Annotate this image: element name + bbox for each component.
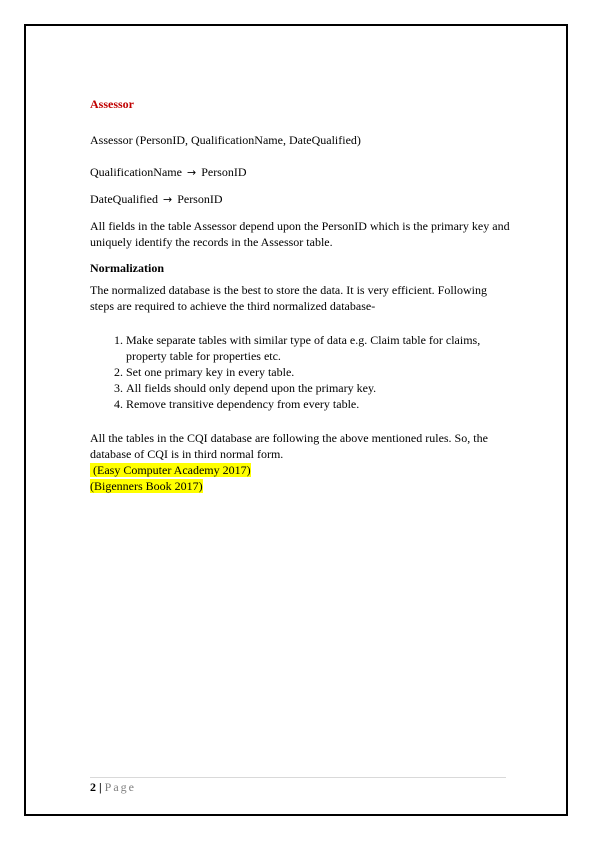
page-number: 2: [90, 780, 96, 794]
right-arrow-icon: →: [162, 193, 173, 206]
right-arrow-icon: →: [186, 166, 197, 179]
schema-line: Assessor (PersonID, QualificationName, DateQualified): [90, 133, 361, 147]
citation-text: (Easy Computer Academy 2017): [90, 463, 251, 477]
list-item: 1. Make separate tables with similar type of data e.g. Claim table for claims, property table for properties etc.: [126, 332, 510, 364]
footer-separator: |: [99, 780, 102, 794]
dependency-line-1: [90, 164, 510, 181]
citation-1: [90, 462, 510, 478]
citation-text: (Bigenners Book 2017): [90, 479, 203, 493]
dependency-paragraph: All fields in the table Assessor depend upon the PersonID which is the primary key and uniquely identify the records in the Assessor table.: [90, 219, 510, 249]
page-label: Page: [104, 780, 136, 794]
normalization-paragraph: The normalized database is the best to store the data. It is very efficient. Following steps are required to achieve the third normalized database-: [90, 283, 487, 313]
dependency-line-2: [90, 191, 510, 208]
dependency-left: DateQualified: [90, 192, 158, 206]
dependency-right: PersonID: [201, 165, 247, 179]
page-footer: [90, 780, 136, 794]
list-item: 2. Set one primary key in every table.: [126, 364, 510, 380]
normalization-steps-list: [90, 332, 510, 412]
citation-2: [90, 478, 510, 494]
list-item: 3. All fields should only depend upon the primary key.: [126, 380, 510, 396]
list-item: 4. Remove transitive dependency from every table.: [126, 396, 510, 412]
section-heading-assessor: Assessor: [90, 97, 134, 111]
conclusion-paragraph: All the tables in the CQI database are following the above mentioned rules. So, the database of CQI is in third normal form.: [90, 431, 488, 461]
dependency-right: PersonID: [177, 192, 223, 206]
document-body: [90, 96, 510, 494]
normalization-heading: Normalization: [90, 261, 164, 275]
footer-divider: [90, 777, 506, 778]
dependency-left: QualificationName: [90, 165, 182, 179]
